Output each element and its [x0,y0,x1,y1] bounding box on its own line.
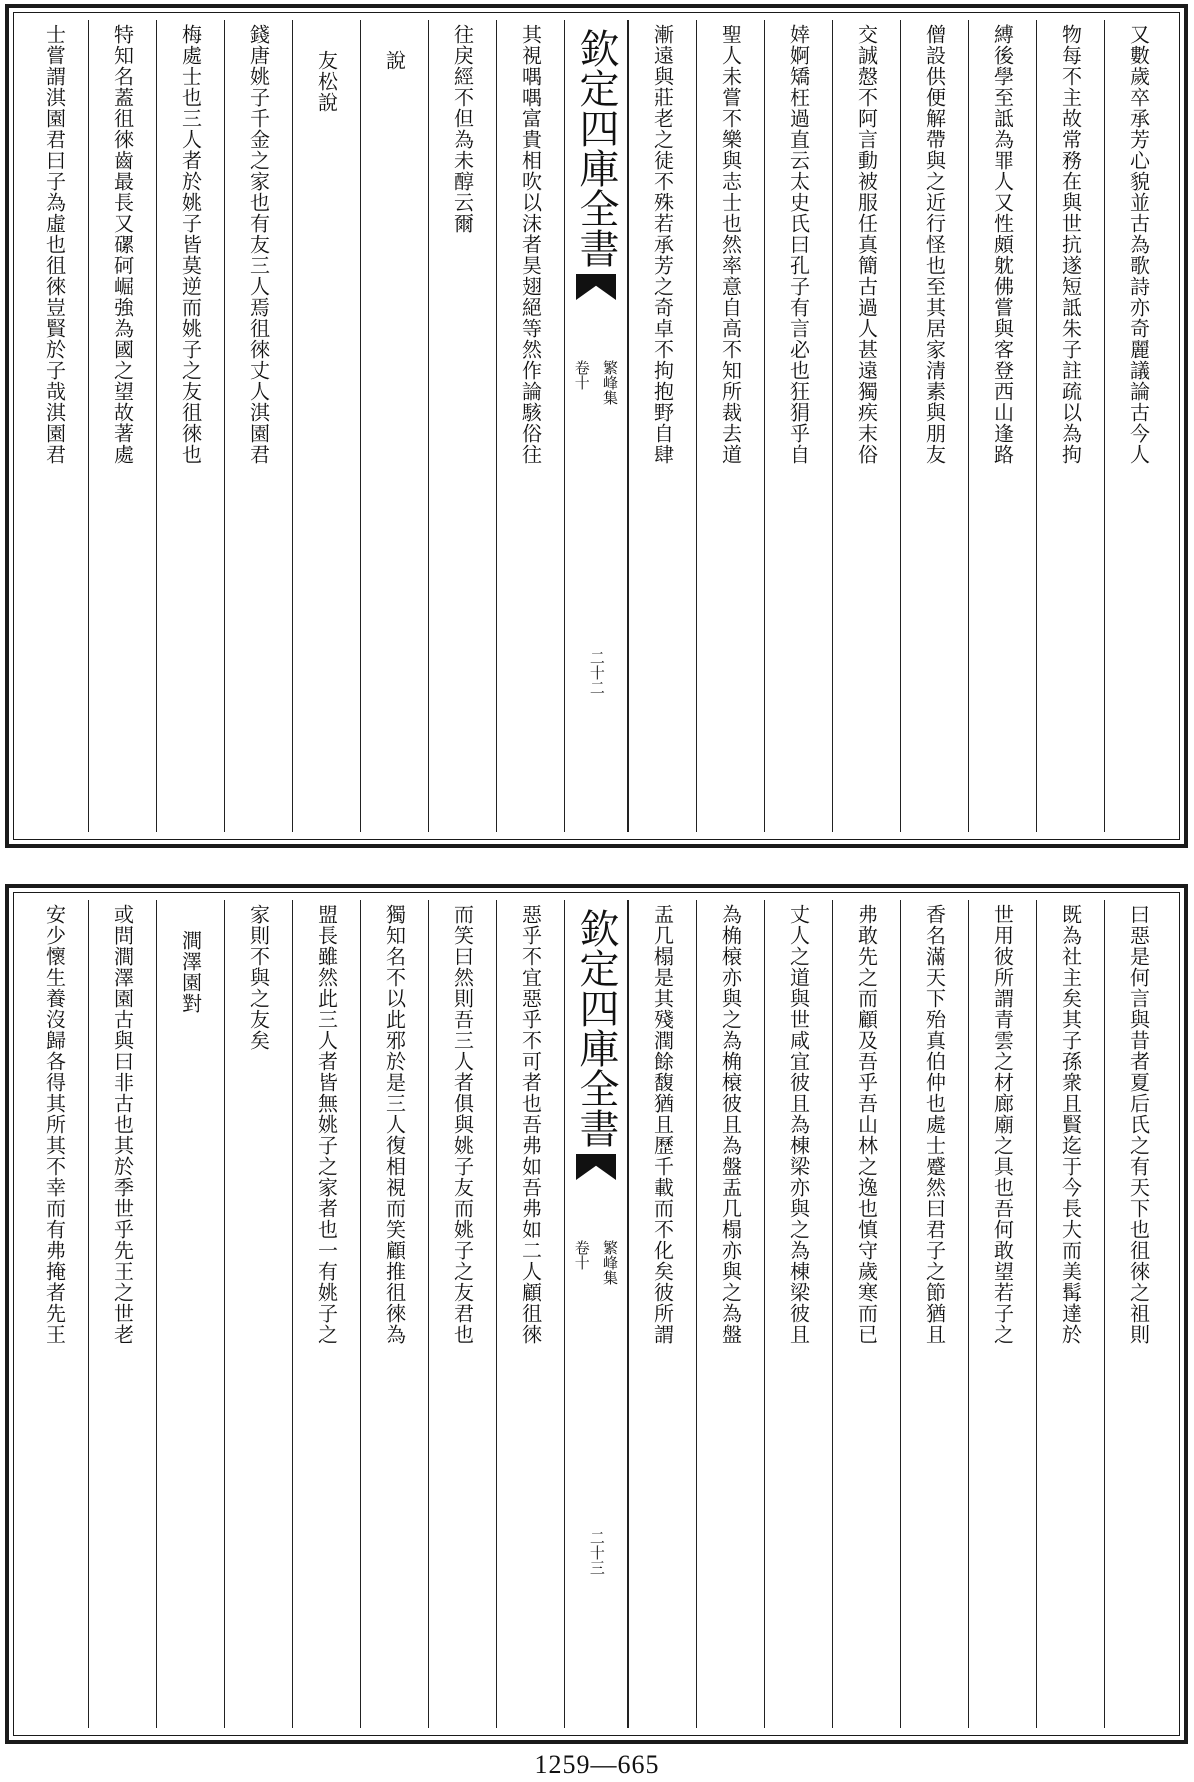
text-column: 惡乎不宜惡乎不可者也吾弗如吾弗如二人顧徂徠 [496,900,564,1728]
series-title: 欽定四庫全書 [573,908,619,1148]
text-column: 或問澗澤園古與曰非古也其於季世乎先王之世老 [88,900,156,1728]
text-column: 士嘗謂淇園君曰子為虛也徂徠豈賢於子哉淇園君 [42,24,67,465]
juan-number: 卷十 [572,360,591,390]
text-column: 為桷榱亦與之為桷榱彼且為盤盂几榻亦與之為盤 [696,900,764,1728]
text-column: 物每不主故常務在與世抗遂短詆朱子註疏以為拘 [1036,20,1104,832]
text-column: 梅處士也三人者於姚子皆莫逆而姚子之友徂徠也 [156,20,224,832]
text-column: 僧設供便解帶與之近行怪也至其居家清素與朋友 [900,20,968,832]
volume-page-reference: 1259—665 [534,1750,660,1779]
essay-title: 友松說 [314,50,339,113]
text-column: 香名滿天下殆真伯仲也處士蹙然曰君子之節猶且 [900,900,968,1728]
fishtail-mark-icon [576,1154,616,1180]
text-column: 安少懷生養沒歸各得其所其不幸而有弗掩者先王 [42,904,67,1345]
section-heading: 說 [382,50,407,71]
juan-number: 卷十 [572,1240,591,1270]
fishtail-mark-icon [576,274,616,300]
text-column: 既為社主矣其子孫衆且賢迄于今長大而美髯達於 [1036,900,1104,1728]
text-column: 世用彼所謂青雲之材廊廟之具也吾何敢望若子之 [968,900,1036,1728]
section-heading-column [360,20,428,832]
block-center-column [564,900,628,1728]
essay-title-column [292,20,360,832]
text-column: 聖人未嘗不樂與志士也然率意自高不知所裁去道 [696,20,764,832]
text-column: 曰惡是何言與昔者夏后氏之有天下也徂徠之祖則 [1104,900,1172,1728]
book-title: 繁峰集 [601,360,619,405]
text-column: 婞婀矯枉過直云太史氏曰孔子有言必也狂狷乎自 [764,20,832,832]
text-column: 往戾經不但為未醇云爾 [428,20,496,832]
book-title: 繁峰集 [601,1240,619,1285]
text-column: 盟長雖然此三人者皆無姚子之家者也一有姚子之 [292,900,360,1728]
text-column: 而笑曰然則吾三人者俱與姚子友而姚子之友君也 [428,900,496,1728]
text-column: 錢唐姚子千金之家也有友三人焉徂徠丈人淇園君 [224,20,292,832]
text-column: 交誠慤不阿言動被服任真簡古過人甚遠獨疾末俗 [832,20,900,832]
text-column: 丈人之道與世咸宜彼且為棟梁亦與之為棟梁彼且 [764,900,832,1728]
essay-title-column [156,900,224,1728]
bottom-page-columns [21,900,1172,1728]
top-page-columns [21,20,1172,832]
text-column: 弗敢先之而顧及吾乎吾山林之逸也慎守歲寒而已 [832,900,900,1728]
top-page [5,4,1188,848]
series-title: 欽定四庫全書 [573,28,619,268]
text-column: 盂几榻是其殘潤餘馥猶且歷千載而不化矣彼所謂 [628,900,696,1728]
text-column: 又數歲卒承芳心貌並古為歌詩亦奇麗議論古今人 [1104,20,1172,832]
text-column: 特知名蓋徂徠齒最長又磥砢崛強為國之望故著處 [88,20,156,832]
block-center-column [564,20,628,832]
page-number: 二十三 [587,1530,606,1575]
text-column: 家則不與之友矣 [224,900,292,1728]
text-column: 其視喁喁富貴相吹以沫者昊翅絕等然作論駭俗往 [496,20,564,832]
text-column: 漸遠與莊老之徒不殊若承芳之奇卓不拘抱野自肆 [628,20,696,832]
bottom-page [5,884,1188,1744]
text-column: 縛後學至詆為罪人又性頗躭佛嘗與客登西山逢路 [968,20,1036,832]
text-column: 獨知名不以此邪於是三人復相視而笑顧推徂徠為 [360,900,428,1728]
page-number: 二十二 [587,650,606,695]
essay-title: 澗澤園對 [178,930,203,1014]
